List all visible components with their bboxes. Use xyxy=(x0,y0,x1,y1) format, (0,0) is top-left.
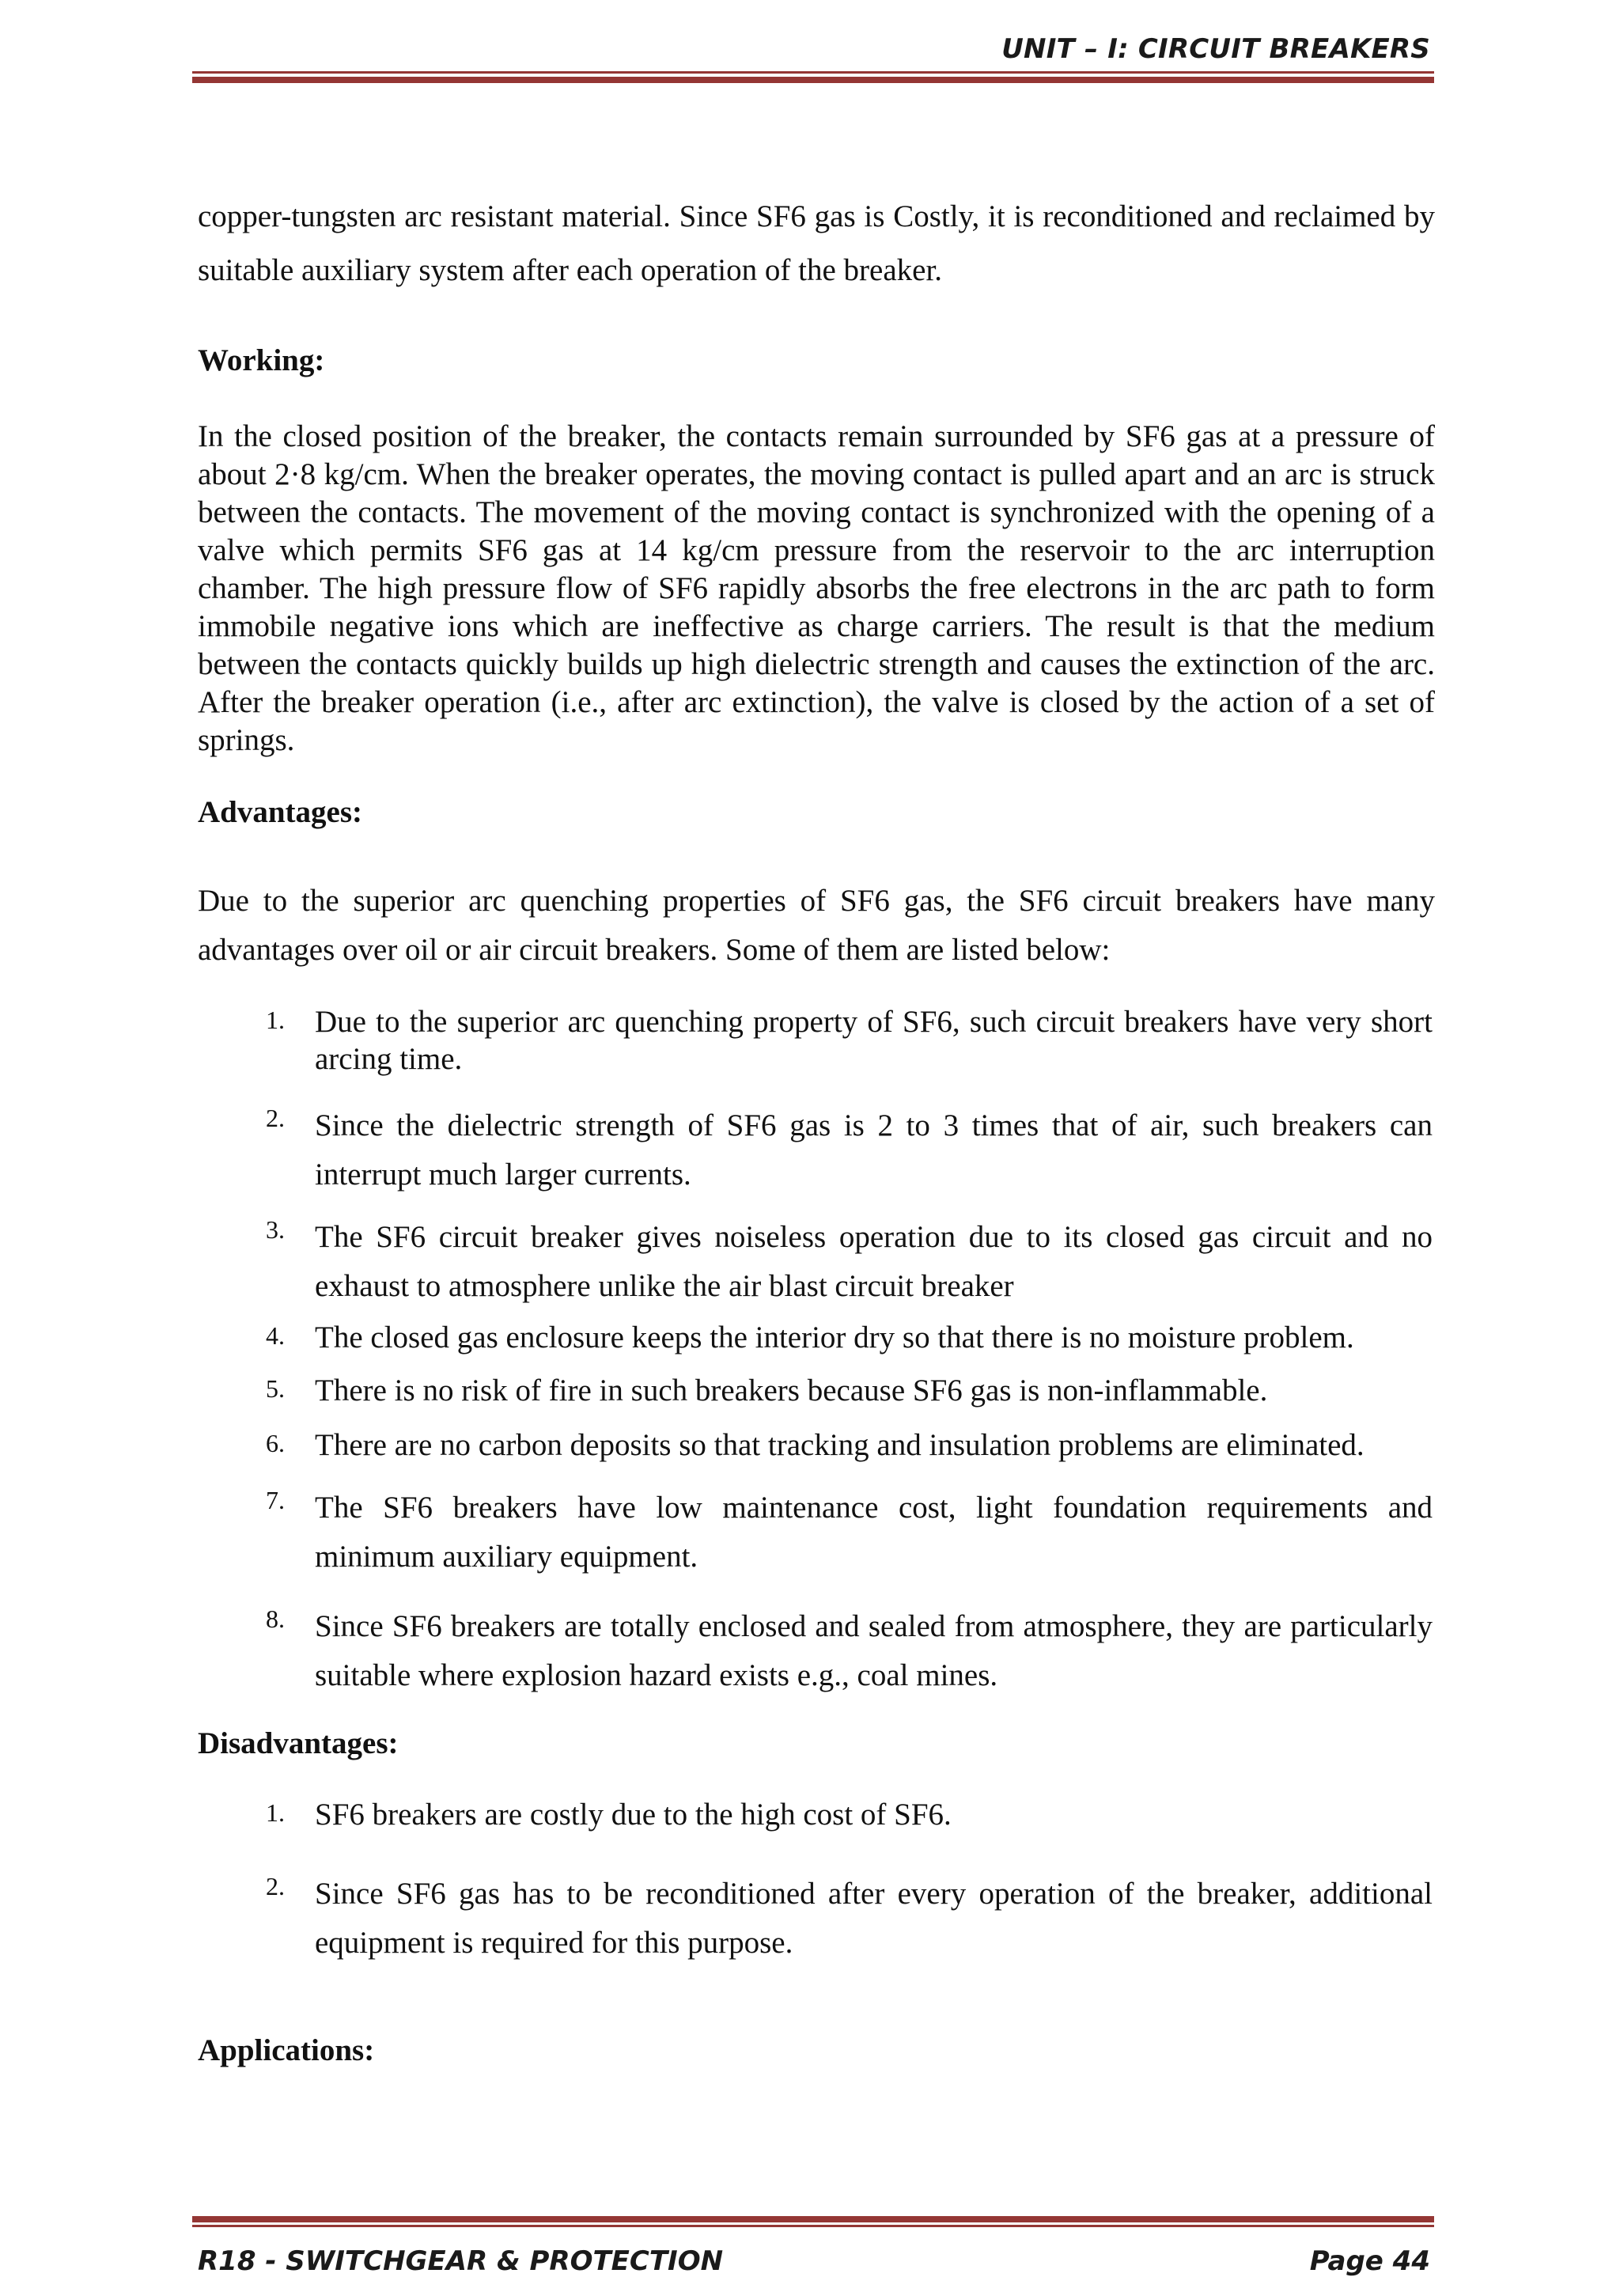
footer-course-title: R18 - SWITCHGEAR & PROTECTION xyxy=(198,2245,724,2277)
footer-rule-thick xyxy=(192,2216,1434,2222)
list-text: There is no risk of fire in such breakers because SF6 gas is non-inflammable. xyxy=(315,1373,1268,1408)
list-number: 3. xyxy=(266,1215,285,1244)
list-text: Since the dielectric strength of SF6 gas is 2 to 3 times that of air, such breakers can interrupt much larger currents. xyxy=(315,1108,1433,1192)
list-text: The closed gas enclosure keeps the interior dry so that there is no moisture problem. xyxy=(315,1320,1354,1354)
list-text: Due to the superior arc quenching property of SF6, such circuit breakers have very short arcing time. xyxy=(315,1005,1433,1076)
working-paragraph: In the closed position of the breaker, the contacts remain surrounded by SF6 gas at a pressure of about 2·8 kg/cm. When the breaker operates, the moving contact is pulled apart and an arc is struck between the contacts. The movement of the moving contact is synchronized with the opening of a valve which permits SF6 gas at 14 kg/cm pressure from the reservoir to the arc interruption chamber. The high pressure flow of SF6 rapidly absorbs the free electrons in the arc path to form immobile negative ions which are ineffective as charge carriers. The result is that the medium between the contacts quickly builds up high dielectric strength and causes the extinction of the arc. After the breaker operation (i.e., after arc extinction), the valve is closed by the action of a set of springs. xyxy=(198,419,1435,757)
list-text: SF6 breakers are costly due to the high cost of SF6. xyxy=(315,1798,952,1832)
opening-paragraph: copper-tungsten arc resistant material. Since SF6 gas is Costly, it is reconditioned and reclaimed by suitable auxiliary system after each operation of the breaker. xyxy=(198,199,1435,287)
list-number: 1. xyxy=(266,1006,285,1034)
advantages-intro: Due to the superior arc quenching properties of SF6 gas, the SF6 circuit breakers have many advantages over oil or air circuit breakers. Some of them are listed below: xyxy=(198,884,1435,967)
list-number: 4. xyxy=(266,1321,285,1350)
list-number: 8. xyxy=(266,1605,285,1633)
list-number: 7. xyxy=(266,1486,285,1514)
list-text: The SF6 breakers have low maintenance cost, light foundation requirements and minimum auxiliary equipment. xyxy=(315,1491,1433,1574)
header-rule-thin xyxy=(192,71,1434,74)
list-text: The SF6 circuit breaker gives noiseless operation due to its closed gas circuit and no exhaust to atmosphere unlike the air blast circuit breaker xyxy=(315,1220,1433,1303)
disadvantages-heading: Disadvantages: xyxy=(198,1726,399,1760)
list-number: 1. xyxy=(266,1798,285,1827)
list-text: Since SF6 breakers are totally enclosed and sealed from atmosphere, they are particularly suitable where explosion hazard exists e.g., coal mines. xyxy=(315,1609,1433,1692)
header-rule-thick xyxy=(192,77,1434,83)
list-text: Since SF6 gas has to be reconditioned after every operation of the breaker, additional equipment is required for this purpose. xyxy=(315,1877,1433,1960)
list-number: 5. xyxy=(266,1374,285,1403)
list-number: 2. xyxy=(266,1872,285,1900)
applications-heading: Applications: xyxy=(198,2033,375,2067)
footer-page-number: Page 44 xyxy=(1309,2245,1430,2277)
footer-rule-thin xyxy=(192,2225,1434,2227)
working-heading: Working: xyxy=(198,343,325,377)
list-number: 2. xyxy=(266,1104,285,1132)
advantages-heading: Advantages: xyxy=(198,795,363,829)
header-title: UNIT – I: CIRCUIT BREAKERS xyxy=(1001,33,1430,65)
list-number: 6. xyxy=(266,1429,285,1457)
list-text: There are no carbon deposits so that tracking and insulation problems are eliminated. xyxy=(315,1428,1365,1462)
